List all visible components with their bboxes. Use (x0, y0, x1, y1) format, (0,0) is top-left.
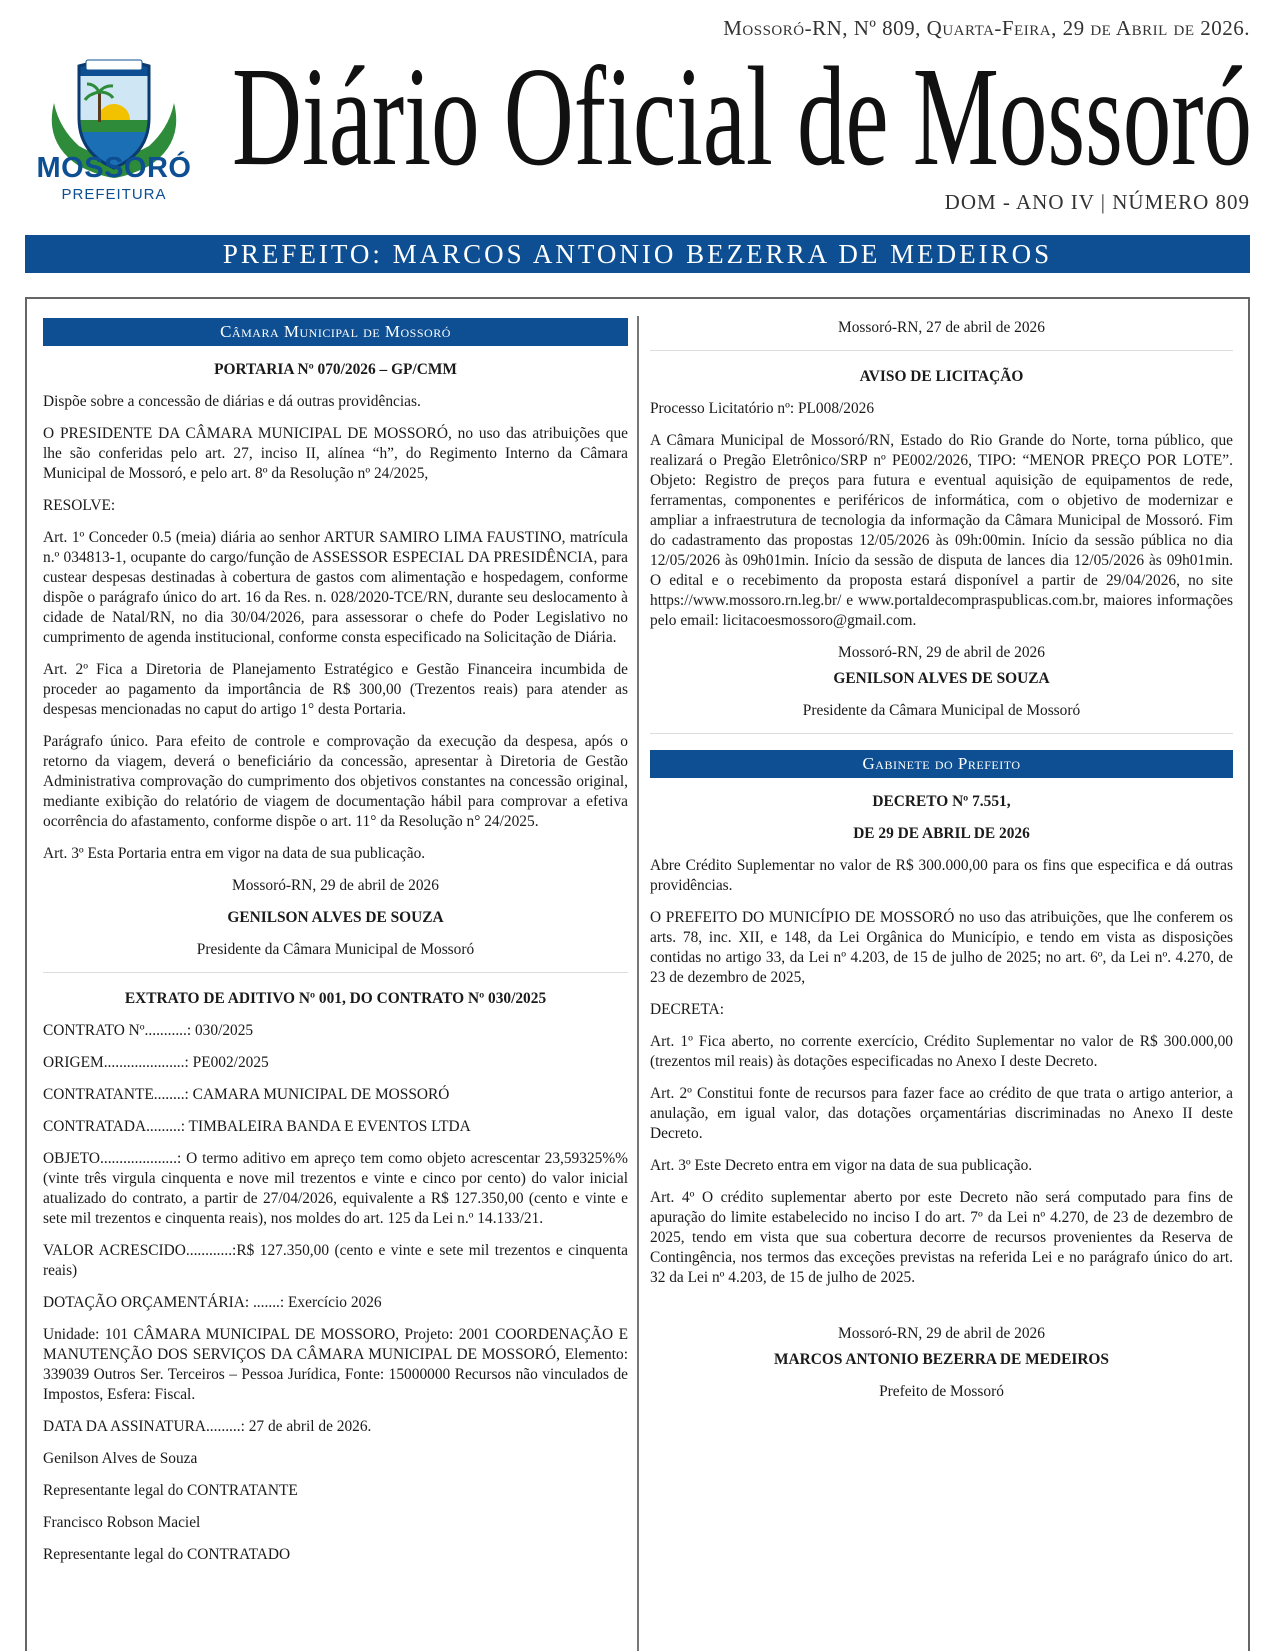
portaria-resolve: RESOLVE: (43, 497, 116, 514)
decreto-signer: MARCOS ANTONIO BEZERRA DE MEDEIROS (774, 1351, 1109, 1368)
issue-number: DOM - ANO IV | NÚMERO 809 (944, 190, 1250, 214)
portaria-art2: Art. 2º Fica a Diretoria de Planejamento Estratégico e Gestão Financeira incumbida de proceder ao pagamento da importância de R$ 300,00 (Trezentos reais) para atender as despesas mencionadas no caput do artigo 1° desta Portaria. (43, 661, 628, 718)
section-header-gabinete: Gabinete do Prefeito (650, 750, 1233, 778)
extrato-sign2-role: Representante legal do CONTRATADO (43, 1546, 291, 1563)
decreto-preambulo: O PREFEITO DO MUNICÍPIO DE MOSSORÓ no uso das atribuições, que lhe conferem os arts. 78, inc. XII, e 148, da Lei Orgânica do Município, e tendo em vista as disposições contidas no artigo 33, da Lei nº 4.203, de 15 de julho de 2025; no art. 6º, da Lei nº. 4.270, de 23 de dezembro de 2025, (650, 909, 1233, 986)
mayor-banner: PREFEITO: MARCOS ANTONIO BEZERRA DE MEDEIROS (25, 235, 1250, 273)
portaria-ementa: Dispõe sobre a concessão de diárias e dá outras providências. (43, 393, 421, 410)
decreto-art1: Art. 1º Fica aberto, no corrente exercício, Crédito Suplementar no valor de R$ 300.000,00 (trezentos mil reais) às dotações especificadas no Anexo I deste Decreto. (650, 1033, 1233, 1070)
decreto-decreta: DECRETA: (650, 1001, 725, 1018)
aviso-place-date: Mossoró-RN, 29 de abril de 2026 (838, 644, 1045, 661)
left-column (43, 318, 628, 1577)
extrato-objeto: OBJETO....................: O termo aditivo em apreço tem como objeto acrescentar 23,59325%% (vinte três virgula cinquenta e nove mil trezentos e vinte e cinco por cento) do valor inicial atualizado do contrato, a partir de 27/04/2026, equivalente a R$ 127.350,00 (cento e vinte e sete mil trezentos e cinquenta reais), nos moldes do art. 125 da Lei n.º 14.133/21. (43, 1150, 628, 1227)
portaria-preambulo: O PRESIDENTE DA CÂMARA MUNICIPAL DE MOSSORÓ, no uso das atribuições que lhe são conferidas pelo art. 27, inciso II, alínea “h”, do Regimento Interno da Câmara Municipal de Mossoró, e pelo art. 8º da Resolução nº 24/2025, (43, 425, 628, 482)
extrato-title: EXTRATO DE ADITIVO Nº 001, DO CONTRATO Nº 030/2025 (124, 990, 547, 1007)
portaria-place-date: Mossoró-RN, 29 de abril de 2026 (232, 877, 439, 894)
decreto-place-date: Mossoró-RN, 29 de abril de 2026 (838, 1325, 1045, 1342)
column-divider (637, 316, 639, 1651)
portaria-art3: Art. 3º Esta Portaria entra em vigor na data de sua publicação. (43, 845, 426, 862)
aviso-signer-role: Presidente da Câmara Municipal de Mossoró (802, 702, 1081, 719)
separator (650, 733, 1233, 734)
decreto-art2: Art. 2º Constitui fonte de recursos para fazer face ao crédito de que trata o artigo anterior, a anulação, em igual valor, das dotações orçamentárias discriminadas no Anexo II deste Decreto. (650, 1085, 1233, 1142)
section-header-camara: Câmara Municipal de Mossoró (43, 318, 628, 346)
decreto-title-number: DECRETO Nº 7.551, (872, 793, 1011, 810)
logo-wordmark: MOSSORÓ (36, 152, 192, 184)
extrato-unidade: Unidade: 101 CÂMARA MUNICIPAL DE MOSSORO, Projeto: 2001 COORDENAÇÃO E MANUTENÇÃO DOS SERVIÇOS DA CÂMARA MUNICIPAL DE MOSSORÓ, Elemento: 339039 Outros Ser. Terceiros – Pessoa Jurídica, Fonte: 15000000 Recursos não vinculados de Impostos, Esfera: Fiscal. (43, 1326, 628, 1403)
decreto-title-date: DE 29 DE ABRIL DE 2026 (853, 825, 1030, 842)
extrato-dotacao: DOTAÇÃO ORÇAMENTÁRIA: .......: Exercício 2026 (43, 1294, 382, 1311)
prev-place-date: Mossoró-RN, 27 de abril de 2026 (838, 319, 1045, 336)
portaria-paragrafo-unico: Parágrafo único. Para efeito de controle e comprovação da execução da despesa, após o retorno da viagem, deverá o beneficiário da concessão, apresentar à Diretoria de Gestão Administrativa comprovação do cumprimento dos objetivos constantes na concessão original, mediante exibição do relatório de viagem de documentação hábil para comprovar a efetiva ocorrência do afastamento, conforme dispõe o art. 11° da Resolução n° 24/2025. (43, 733, 628, 830)
aviso-title: AVISO DE LICITAÇÃO (859, 368, 1024, 385)
extrato-contrato: CONTRATO Nº...........: 030/2025 (43, 1022, 254, 1039)
masthead-title (228, 42, 1256, 182)
aviso-processo: Processo Licitatório nº: PL008/2026 (650, 400, 875, 417)
extrato-sign1-role: Representante legal do CONTRATANTE (43, 1482, 298, 1499)
frame-left-border (25, 297, 27, 1651)
portaria-signer: GENILSON ALVES DE SOUZA (227, 909, 444, 926)
right-column (650, 318, 1233, 1414)
decreto-art3: Art. 3º Este Decreto entra em vigor na data de sua publicação. (650, 1157, 1033, 1174)
frame-top-border (25, 297, 1250, 299)
extrato-contratante: CONTRATANTE........: CAMARA MUNICIPAL DE MOSSORÓ (43, 1086, 450, 1103)
extrato-valor: VALOR ACRESCIDO............:R$ 127.350,00 (cento e vinte e sete mil trezentos e cinquenta reais) (43, 1242, 628, 1279)
portaria-signer-role: Presidente da Câmara Municipal de Mossoró (196, 941, 475, 958)
extrato-data-assinatura: DATA DA ASSINATURA.........: 27 de abril de 2026. (43, 1418, 372, 1435)
extrato-origem: ORIGEM.....................: PE002/2025 (43, 1054, 269, 1071)
logo-subtitle: PREFEITURA (61, 186, 167, 203)
decreto-art4: Art. 4º O crédito suplementar aberto por este Decreto não será computado para fins de apuração do limite estabelecido no inciso I do art. 7º da Lei nº 4.270, de 23 de dezembro de 2025, tendo em vista que sua cobertura decorre de recursos provenientes da Reserva de Contingência, nos termos das exceções previstas na referida Lei e no parágrafo único do art. 32 da Lei nº 4.203, de 15 de julho de 2025. (650, 1189, 1233, 1286)
extrato-contratada: CONTRATADA.........: TIMBALEIRA BANDA E EVENTOS LTDA (43, 1118, 471, 1135)
decreto-signer-role: Prefeito de Mossoró (879, 1383, 1004, 1400)
aviso-signer: GENILSON ALVES DE SOUZA (833, 670, 1050, 687)
separator (650, 350, 1233, 351)
portaria-title: PORTARIA Nº 070/2026 – GP/CMM (214, 361, 457, 378)
frame-right-border (1248, 297, 1250, 1651)
separator (43, 972, 628, 973)
extrato-sign1-name: Genilson Alves de Souza (43, 1450, 198, 1467)
masthead-title-text: Diário Oficial de Mossoró (232, 42, 1252, 182)
aviso-body: A Câmara Municipal de Mossoró/RN, Estado do Rio Grande do Norte, torna público, que realizará o Pregão Eletrônico/SRP nº PE002/2026, TIPO: “MENOR PREÇO POR LOTE”. Objeto: Registro de preços para futura e eventual aquisição de equipamentos de rede, ferramentas, componentes e periféricos de informática, com o objetivo de modernizar e ampliar a infraestrutura de tecnologia da informação da Câmara Municipal de Mossoró. Fim do cadastramento das propostas 12/05/2026 às 09h:00min. Início da sessão pública no dia 12/05/2026 às 09h01min. Início da sessão de disputa de lances dia 12/05/2026 às 09h01min. O edital e o recebimento da proposta estará disponível a partir de 29/04/2026, no site https://www.mossoro.rn.leg.br/ e www.portaldecompraspublicas.com.br, maiores informações pelo email: licitacoesmossoro@gmail.com. (650, 432, 1233, 629)
extrato-sign2-name: Francisco Robson Maciel (43, 1514, 201, 1531)
portaria-art1: Art. 1º Conceder 0.5 (meia) diária ao senhor ARTUR SAMIRO LIMA FAUSTINO, matrícula n.º 034813-1, ocupante do cargo/função de ASSESSOR ESPECIAL DA PRESIDÊNCIA, para custear despesas destinadas à cobertura de gastos com alimentação e hospedagem, conforme dispõe o parágrafo único do art. 16 da Res. n. 028/2020-TCE/RN, durante seu deslocamento à cidade de Natal/RN, no dia 30/04/2026, para assessorar o chefe do Poder Legislativo no cumprimento de agenda institucional, conforme consta especificado na Solicitação de Diária. (43, 529, 628, 646)
decreto-ementa: Abre Crédito Suplementar no valor de R$ 300.000,00 para os fins que especifica e dá outras providências. (650, 857, 1233, 894)
edition-line: Mossoró-RN, Nº 809, Quarta-Feira, 29 de Abril de 2026. (723, 16, 1250, 40)
